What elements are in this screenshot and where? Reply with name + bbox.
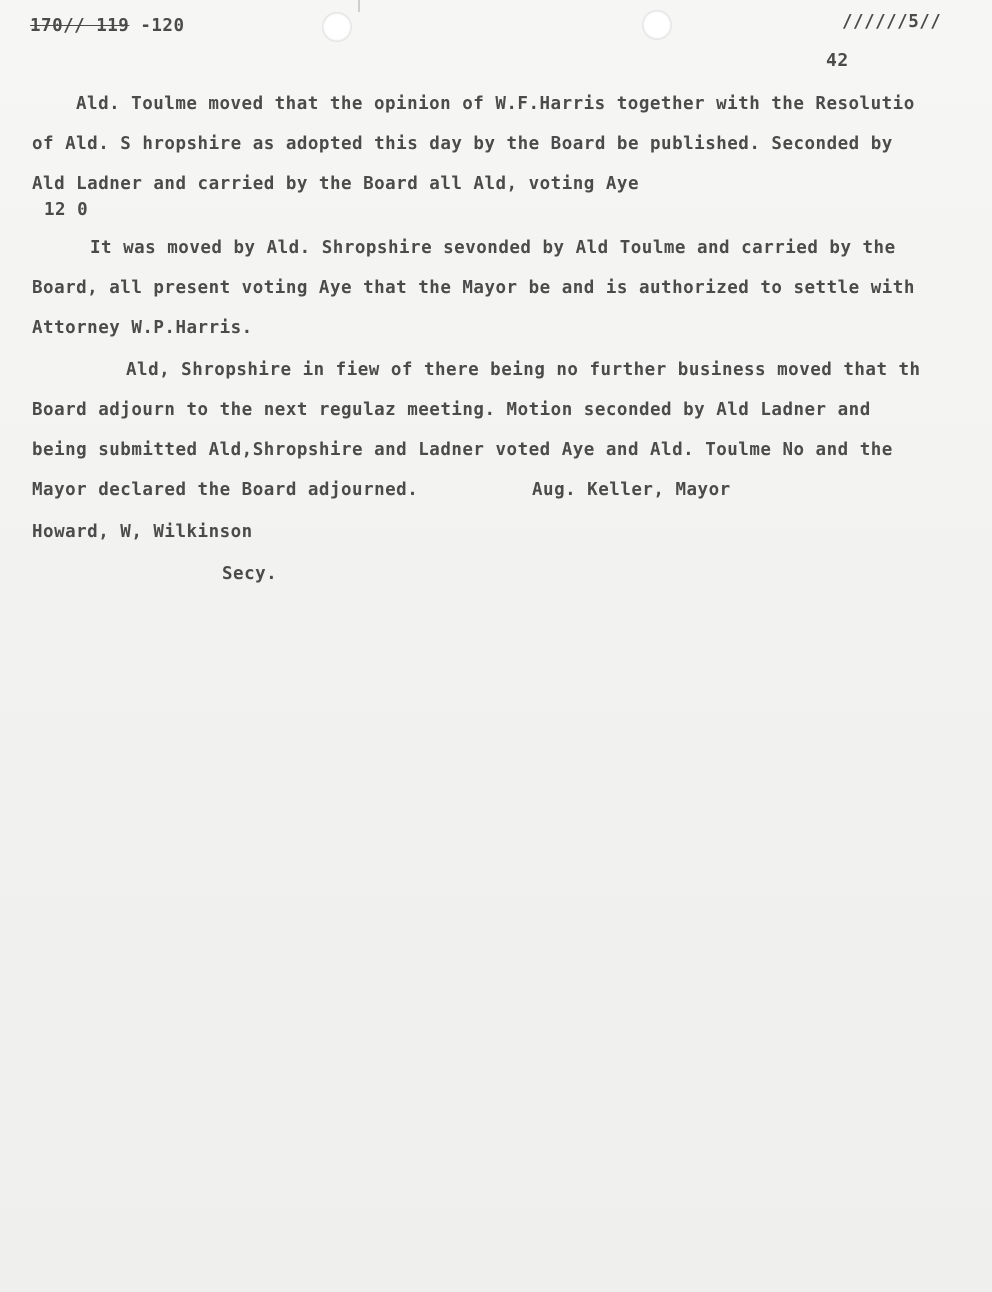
secretary-name: Howard, W, Wilkinson [32, 522, 253, 542]
paragraph-3-line-3: being submitted Ald,Shropshire and Ladner voted Aye and Ald. Toulme No and the [32, 440, 893, 460]
header-page-marks-left [30, 16, 185, 36]
secretary-title: Secy. [222, 564, 278, 584]
paper-crease [358, 0, 360, 12]
paragraph-3-line-1: Ald, Shropshire in fiew of there being no further business moved that th [126, 360, 921, 380]
struck-page-range: // 119 [63, 16, 130, 36]
paragraph-1-line-1: Ald. Toulme moved that the opinion of W.F.Harris together with the Resolutio [76, 94, 915, 114]
struck-page-number: 170 [30, 16, 64, 36]
paragraph-2-line-3: Attorney W.P.Harris. [32, 318, 253, 338]
paragraph-3-line-2: Board adjourn to the next regulaz meeting. Motion seconded by Ald Ladner and [32, 400, 871, 420]
page-number: 42 [826, 50, 849, 71]
paragraph-3-line-4: Mayor declared the Board adjourned. [32, 480, 419, 500]
paragraph-1-line-3: Ald Ladner and carried by the Board all Ald, voting Aye [32, 174, 639, 194]
paragraph-1-line-2: of Ald. S hropshire as adopted this day by the Board be published. Seconded by [32, 134, 893, 154]
page-range-end: -120 [129, 16, 185, 36]
vote-tally: 12 0 [44, 200, 89, 220]
paragraph-2-line-1: It was moved by Ald. Shropshire sevonded by Ald Toulme and carried by the [90, 238, 896, 258]
paragraph-2-line-2: Board, all present voting Aye that the Mayor be and is authorized to settle with [32, 278, 915, 298]
punch-hole-left [322, 12, 352, 42]
punch-hole-right [642, 10, 672, 40]
mayor-signature: Aug. Keller, Mayor [532, 480, 731, 500]
header-page-marks-right: //////5// [842, 12, 942, 32]
